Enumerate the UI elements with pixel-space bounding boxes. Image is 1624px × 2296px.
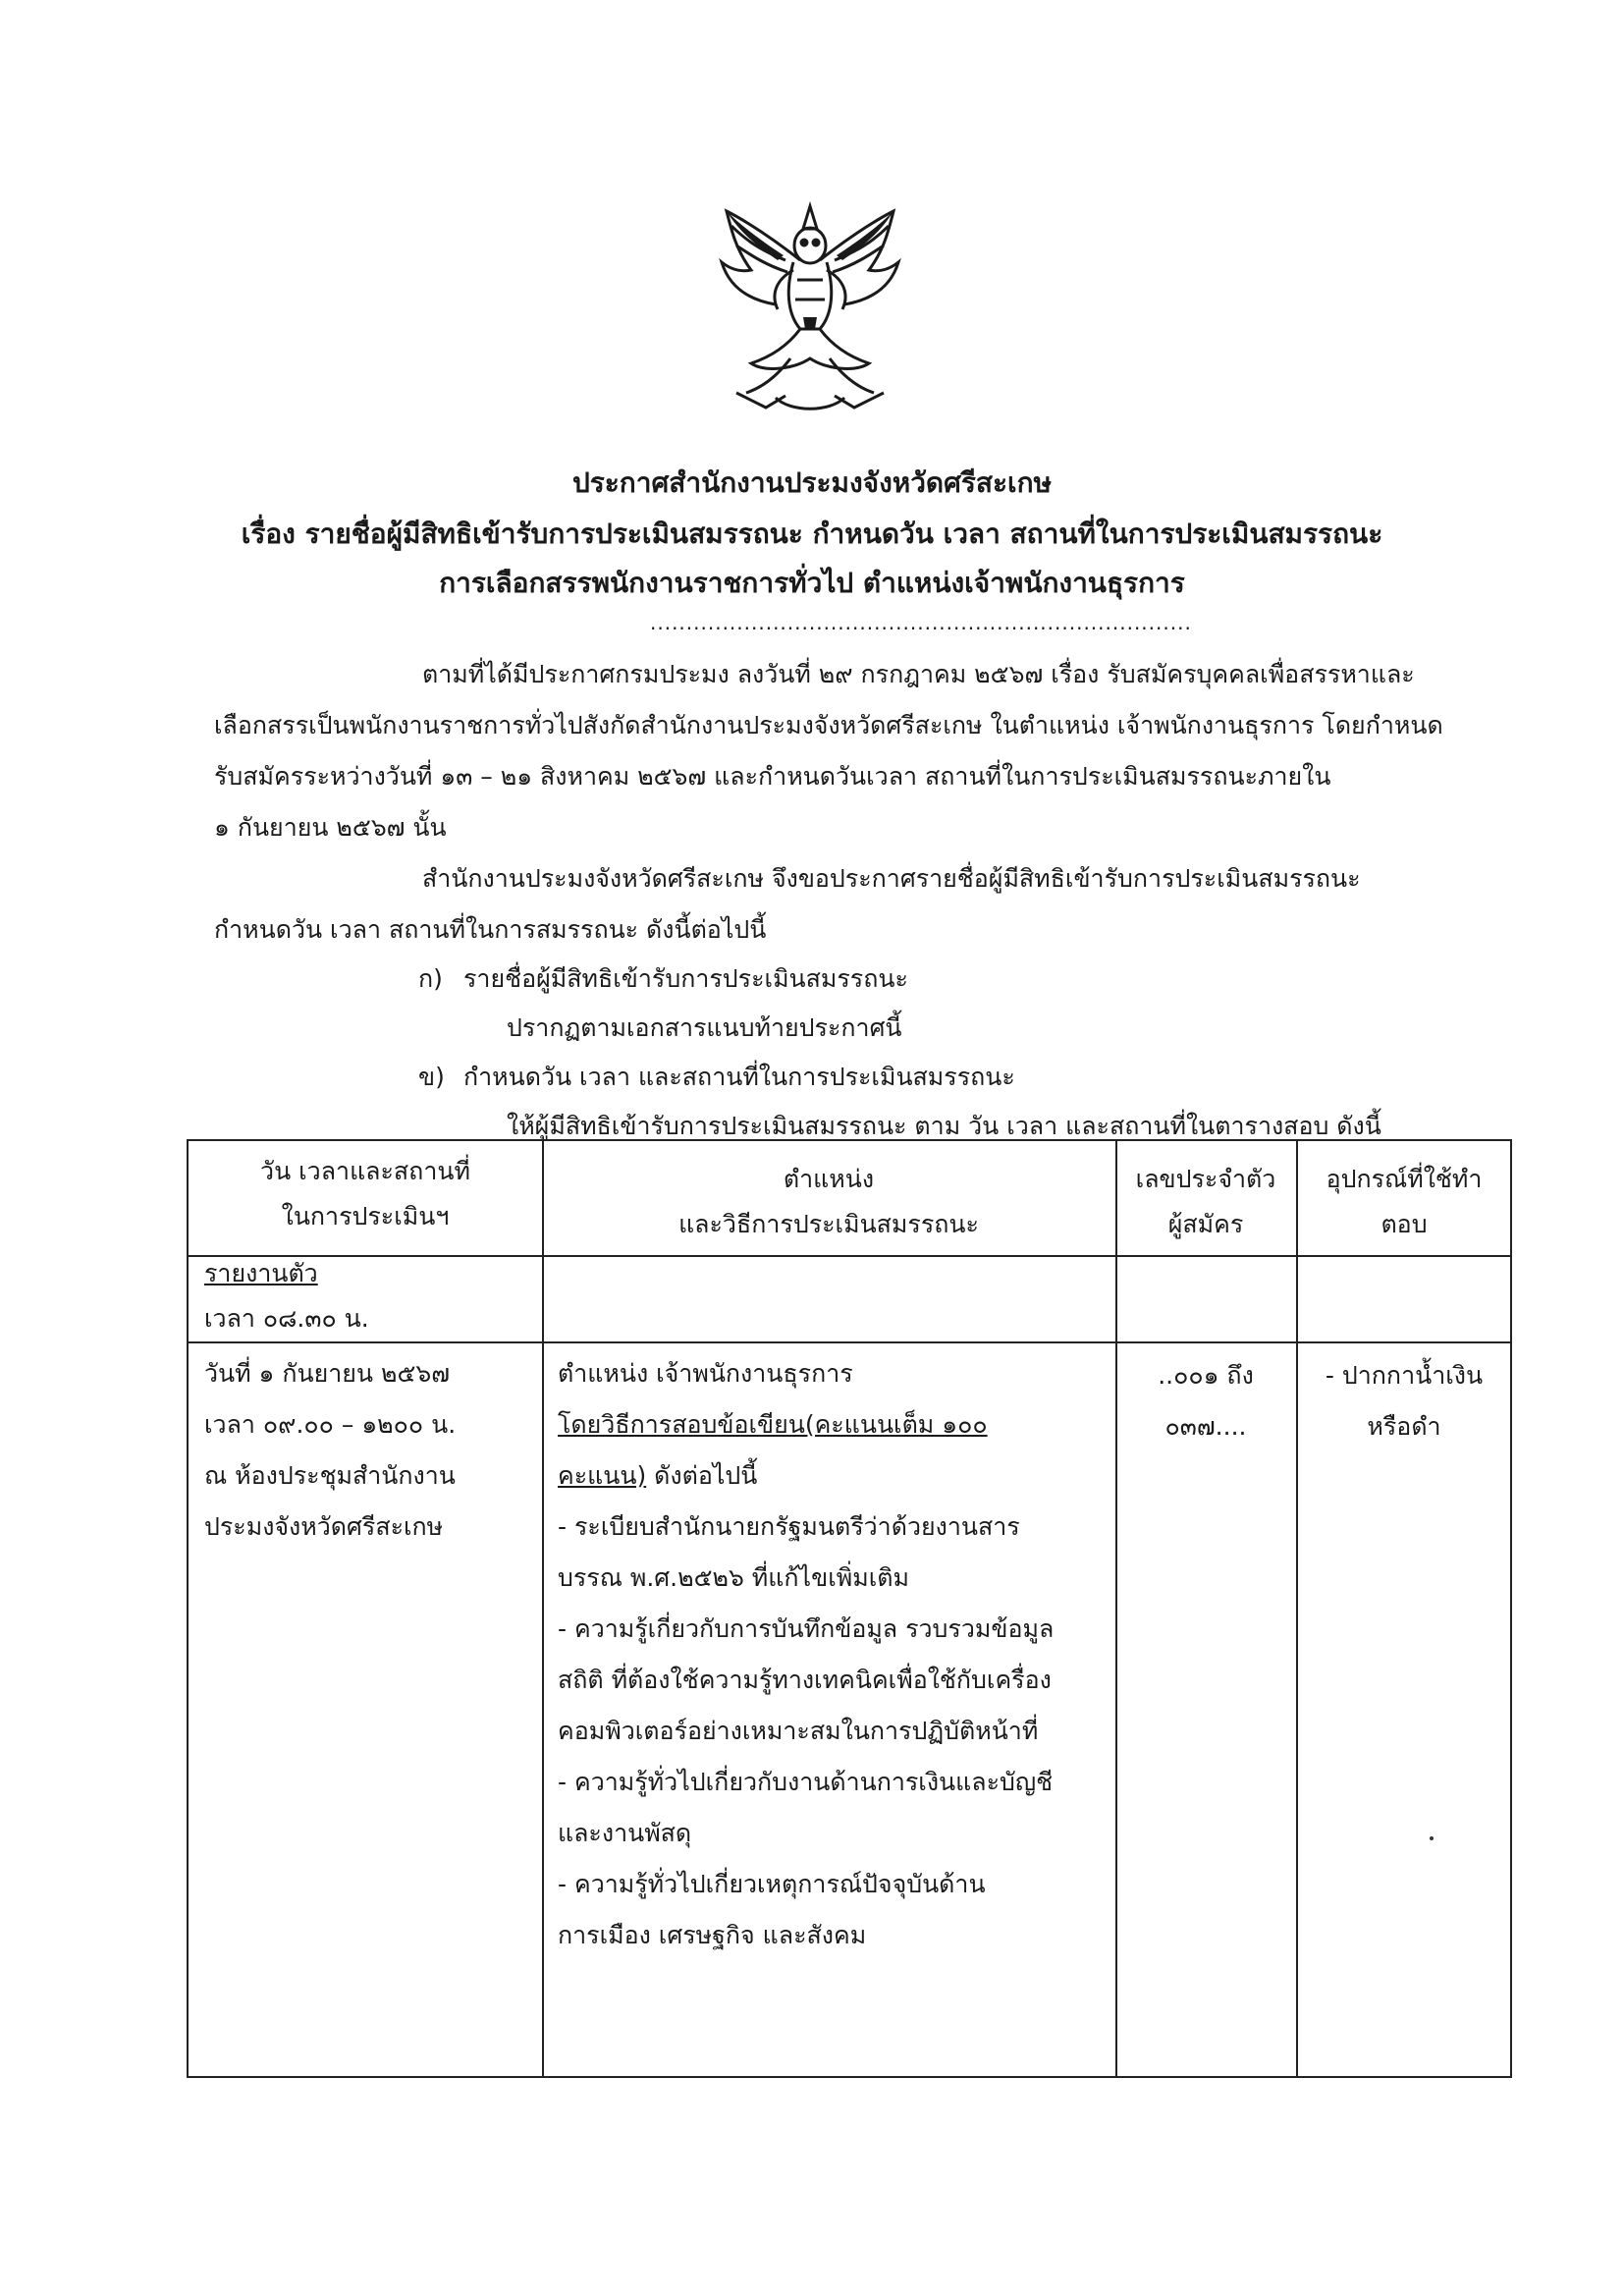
item-b-marker: ข) bbox=[418, 1063, 445, 1091]
exam-place-line2: ประมงจังหวัดศรีสะเกษ bbox=[204, 1512, 444, 1541]
topic-2-line2: สถิติ ที่ต้องใช้ความรู้ทางเทคนิคเพื่อใช้กับเครื่อง bbox=[558, 1666, 1052, 1694]
topic-4-line2: การเมือง เศรษฐกิจ และสังคม bbox=[558, 1921, 867, 1949]
schedule-table bbox=[187, 1139, 1512, 2078]
table-col-divider-1 bbox=[542, 1141, 544, 2076]
equipment-line1: - ปากกาน้ำเงิน bbox=[1325, 1361, 1484, 1390]
topic-3-line2: และงานพัสดุ bbox=[558, 1819, 692, 1847]
topic-2-line1: - ความรู้เกี่ยวกับการบันทึกข้อมูล รวบรวมข้อมูล bbox=[558, 1614, 1055, 1643]
applicant-id-range-start: ..๐๐๑ ถึง bbox=[1158, 1361, 1254, 1390]
topic-4-line1: - ความรู้ทั่วไปเกี่ยวเหตุการณ์ปัจจุบันด้าน bbox=[558, 1870, 986, 1898]
item-a-marker: ก) bbox=[418, 964, 443, 993]
report-in-label: รายงานตัว bbox=[204, 1259, 318, 1287]
exam-method-follow: ดังต่อไปนี้ bbox=[646, 1461, 758, 1490]
announcement-subject-line2: การเลือกสรรพนักงานราชการทั่วไป ตำแหน่งเจ้าพนักงานธุรการ bbox=[439, 567, 1185, 599]
item-a-text: รายชื่อผู้มีสิทธิเข้ารับการประเมินสมรรถนะ bbox=[463, 964, 908, 993]
header-col4-line2: ตอบ bbox=[1380, 1210, 1428, 1238]
scan-speck bbox=[1430, 1836, 1434, 1840]
exam-date: วันที่ ๑ กันยายน ๒๕๖๗ bbox=[204, 1359, 451, 1388]
report-in-time: เวลา ๐๘.๓๐ น. bbox=[204, 1304, 369, 1333]
table-header-divider bbox=[189, 1255, 1510, 1257]
header-col1-line2: ในการประเมินฯ bbox=[281, 1202, 450, 1230]
announcement-title: ประกาศสำนักงานประมงจังหวัดศรีสะเกษ bbox=[571, 466, 1053, 499]
header-col1-line1: วัน เวลาและสถานที่ bbox=[260, 1157, 470, 1185]
table-row-divider bbox=[189, 1341, 1510, 1343]
header-col2-line2: และวิธีการประเมินสมรรถนะ bbox=[678, 1210, 979, 1238]
topic-3-line1: - ความรู้ทั่วไปเกี่ยวกับงานด้านการเงินและบัญชี bbox=[558, 1768, 1054, 1796]
header-col2-line1: ตำแหน่ง bbox=[783, 1165, 875, 1193]
paragraph-1-line-4: ๑ กันยายน ๒๕๖๗ นั้น bbox=[214, 813, 447, 842]
paragraph-2-line-2: กำหนดวัน เวลา สถานที่ในการสมรรถนะ ดังนี้ต่อไปนี้ bbox=[214, 915, 767, 944]
item-a-detail: ปรากฏตามเอกสารแนบท้ายประกาศนี้ bbox=[507, 1013, 902, 1042]
exam-method-cont bbox=[558, 1457, 757, 1495]
paragraph-1-line-3: รับสมัครระหว่างวันที่ ๑๓ – ๒๑ สิงหาคม ๒๕๖๗ และกำหนดวันเวลา สถานที่ในการประเมินสมรรถนะภายใน bbox=[214, 762, 1331, 791]
separator-dots: ........................................................................... bbox=[650, 611, 1192, 634]
paragraph-2-line-1: สำนักงานประมงจังหวัดศรีสะเกษ จึงขอประกาศรายชื่อผู้มีสิทธิเข้ารับการประเมินสมรรถนะ bbox=[422, 864, 1361, 893]
header-col3-line1: เลขประจำตัว bbox=[1135, 1165, 1276, 1193]
table-col-divider-2 bbox=[1115, 1141, 1117, 2076]
header-col4-line1: อุปกรณ์ที่ใช้ทำ bbox=[1326, 1165, 1483, 1193]
exam-place-line1: ณ ห้องประชุมสำนักงาน bbox=[204, 1461, 456, 1490]
position-title: ตำแหน่ง เจ้าพนักงานธุรการ bbox=[558, 1359, 853, 1388]
exam-method-score: คะแนน) bbox=[558, 1461, 647, 1490]
applicant-id-range-end: ๐๓๗.... bbox=[1164, 1412, 1247, 1441]
item-b-text: กำหนดวัน เวลา และสถานที่ในการประเมินสมรรถนะ bbox=[463, 1063, 1015, 1091]
header-col3-line2: ผู้สมัคร bbox=[1167, 1210, 1244, 1238]
paragraph-1-line-1: ตามที่ได้มีประกาศกรมประมง ลงวันที่ ๒๙ กรกฎาคม ๒๕๖๗ เรื่อง รับสมัครบุคคลเพื่อสรรหาและ bbox=[422, 660, 1415, 688]
garuda-emblem bbox=[707, 201, 913, 417]
paragraph-1-line-2: เลือกสรรเป็นพนักงานราชการทั่วไปสังกัดสำนักงานประมงจังหวัดศรีสะเกษ ในตำแหน่ง เจ้าพนักงานธุรการ โดยกำหนด bbox=[214, 711, 1443, 739]
announcement-subject: เรื่อง รายชื่อผู้มีสิทธิเข้ารับการประเมินสมรรถนะ กำหนดวัน เวลา สถานที่ในการประเมินสมรรถนะ bbox=[241, 518, 1383, 550]
topic-1-line1: - ระเบียบสำนักนายกรัฐมนตรีว่าด้วยงานสาร bbox=[558, 1512, 1020, 1541]
item-b-detail: ให้ผู้มีสิทธิเข้ารับการประเมินสมรรถนะ ตาม วัน เวลา และสถานที่ในตารางสอบ ดังนี้ bbox=[507, 1112, 1381, 1140]
equipment-line2: หรือดำ bbox=[1367, 1412, 1441, 1441]
exam-method: โดยวิธีการสอบข้อเขียน(คะแนนเต็ม ๑๐๐ bbox=[558, 1410, 988, 1439]
topic-2-line3: คอมพิวเตอร์อย่างเหมาะสมในการปฏิบัติหน้าที่ bbox=[558, 1717, 1039, 1745]
table-col-divider-3 bbox=[1296, 1141, 1298, 2076]
topic-1-line2: บรรณ พ.ศ.๒๕๒๖ ที่แก้ไขเพิ่มเติม bbox=[558, 1563, 909, 1592]
exam-time: เวลา ๐๙.๐๐ – ๑๒๐๐ น. bbox=[204, 1410, 457, 1439]
